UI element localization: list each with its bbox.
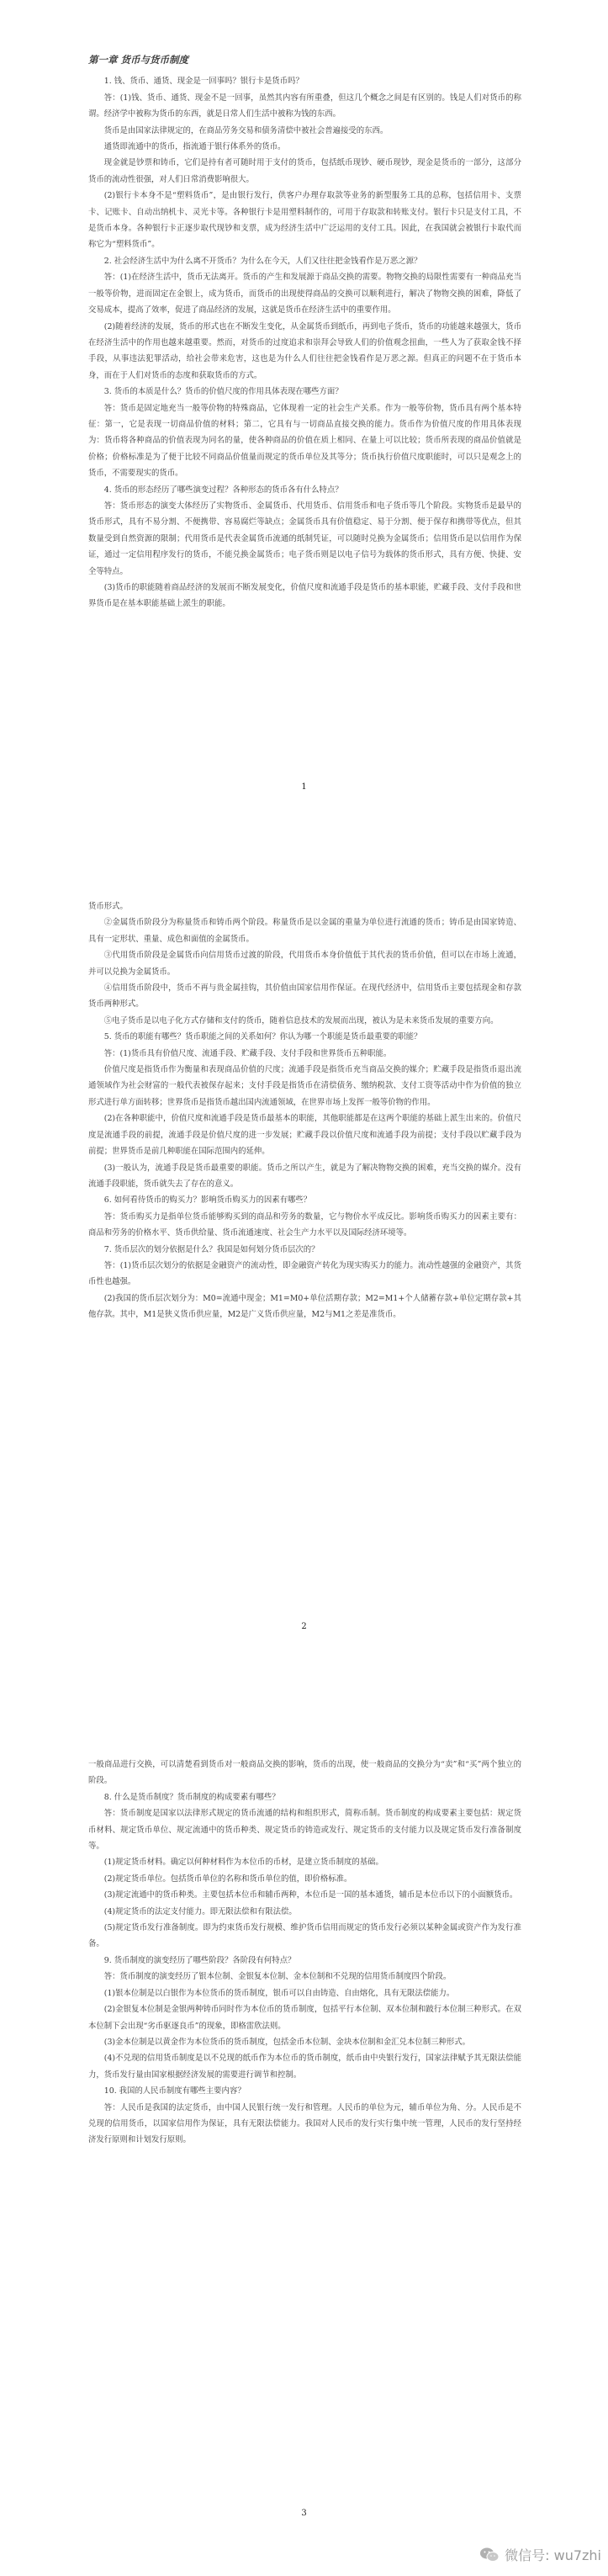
- paragraph: 8. 什么是货币制度？货币制度的构成要素有哪些？: [103, 1792, 280, 1802]
- paragraph: (4)规定货币的法定支付能力。即无限法偿和有限法偿。: [103, 1906, 297, 1916]
- paragraph: 2. 社会经济生活中为什么离不开货币？为什么在今天，人们又往往把金钱看作是万恶之源？: [103, 256, 422, 266]
- paragraph: (1)规定货币材料。确定以何种材料作为本位币的币材，是建立货币制度的基础。: [103, 1858, 383, 1868]
- paragraph: 通货即流通中的货币，指流通于银行体系外的货币。: [103, 142, 286, 152]
- watermark: [479, 2545, 601, 2564]
- paragraph: 答：货币制度是国家以法律形式规定的货币流通的结构和组织形式，简称币制。货币制度的构成要素主要包括：规定货币材料、规定货币单位、规定流通中的货币种类、规定货币的铸造或发行、规定货币的支付能力以及规定货币发行准备制度等。: [88, 1809, 521, 1852]
- paragraph: (5)规定货币发行准备制度。即为约束货币发行规模、维护货币信用而规定的货币发行必须以某种金属或资产作为发行准备。: [88, 1923, 521, 1949]
- page-number: 1: [301, 782, 307, 792]
- paragraph: ⑤电子货币是以电子化方式存储和支付的货币，随着信息技术的发展而出现，被认为是未来货币发展的重要方向。: [103, 1015, 499, 1026]
- paragraph: 答：货币是固定地充当一般等价物的特殊商品，它体现着一定的社会生产关系。作为一般等价物，货币具有两个基本特征：第一，它是表现一切商品价值的材料；第二，它具有与一切商品直接交换的能力。货币作为价值尺度的作用具体表现为：货币将各种商品的价值表现为同名的量，使各种商品的价值在质上相同、在量上可以比较；货币所表现的商品价值就是价格；价格标准是为了便于比较不同商品价值量而规定的货币单位及其等分；货币执行价值尺度职能时，可以只是观念上的货币，不需要现实的货币。: [88, 403, 521, 479]
- document-page-3: [0, 1716, 608, 2576]
- paragraph: (4)不兑现的信用货币制度是以不兑现的纸币作为本位币的货币制度，纸币由中央银行发行，国家法律赋予其无限法偿能力，货币发行量由国家根据经济发展的需要进行调节和控制。: [88, 2054, 521, 2080]
- paragraph: 答：货币形态的演变大体经历了实物货币、金属货币、代用货币、信用货币和电子货币等几个阶段。实物货币是最早的货币形式，具有不易分割、不便携带、容易腐烂等缺点；金属货币具有价值稳定、易于分割、便于保存和携带等优点，但其数量受到自然资源的限制；代用货币是代表金属货币流通的纸制凭证，可以随时兑换为金属货币；信用货币是以信用作为保证，通过一定信用程序发行的货币，不能兑换金属货币；电子货币则是以电子信号为载体的货币形式，具有方便、快捷、安全等特点。: [88, 501, 521, 576]
- page-number: 3: [301, 2509, 307, 2518]
- paragraph: (2)我国的货币层次划分为：M0=流通中现金；M1=M0+单位活期存款；M2=M1+个人储蓄存款+单位定期存款+其他存款。其中，M1是狭义货币供应量，M2是广义货币供应量，M2与M1之差是准货币。: [88, 1293, 521, 1320]
- chapter-title: 第一章 货币与货币制度: [88, 54, 189, 66]
- document-page-2: [0, 858, 608, 1716]
- document-page-1: [0, 0, 608, 858]
- paragraph: 1. 钱、货币、通货、现金是一回事吗？银行卡是货币吗？: [103, 77, 304, 87]
- paragraph: 货币是由国家法律规定的，在商品劳务交易和债务清偿中被社会普遍接受的东西。: [103, 125, 389, 135]
- paragraph: (1)银本位制是以白银作为本位货币的货币制度，银币可以自由铸造、自由熔化，具有无限法偿能力。: [103, 1988, 455, 1998]
- paragraph: (2)规定货币单位。包括货币单位的名称和货币单位的值，即价格标准。: [103, 1874, 352, 1884]
- paragraph: (2)银行卡本身不是“塑料货币”，是由银行发行，供客户办理存取款等业务的新型服务工具的总称，包括信用卡、支票卡、记账卡、自动出纳机卡、灵光卡等。各种银行卡是用塑料制作的，可用于存取款和转账支付。银行卡只是支付工具，不是货币本身。各种银行卡正逐步取代现钞和支票，成为经济生活中广泛运用的支付工具。因此，在我国就会被银行卡取代而称它为“塑料货币”。: [88, 191, 521, 250]
- paragraph: (3)货币的职能随着商品经济的发展而不断发展变化，价值尺度和流通手段是货币的基本职能，贮藏手段、支付手段和世界货币是在基本职能基础上派生的职能。: [88, 583, 521, 609]
- watermark-text: 微信号: wu7zhi: [505, 2547, 601, 2563]
- paragraph: 答：(1)货币具有价值尺度、流通手段、贮藏手段、支付手段和世界货币五种职能。: [103, 1048, 392, 1058]
- paragraph: 答：货币制度的演变经历了银本位制、金银复本位制、金本位制和不兑现的信用货币制度四个阶段。: [103, 1972, 452, 1982]
- paragraph: ④信用货币阶段中，货币不再与贵金属挂钩，其价值由国家信用作保证。在现代经济中，信用货币主要包括现金和存款货币两种形式。: [88, 983, 521, 1010]
- paragraph: 货币形式。: [88, 902, 128, 911]
- paragraph: 答：(1)在经济生活中，货币无法离开。货币的产生和发展源于商品交换的需要。物物交换的局限性需要有一种商品充当一般等价物，进而固定在金银上，成为货币，而货币的出现使得商品的交换可以顺利进行，解决了物物交换的困难，降低了交易成本，提高了效率，促进了商品经济的发展，这就是货币在经济生活中的重要作用。: [88, 273, 521, 315]
- paragraph: (2)金银复本位制是金银两种铸币同时作为本位币的货币制度，包括平行本位制、双本位制和跛行本位制三种形式。在双本位制下会出现“劣币驱逐良币”的现象，即格雷欣法则。: [88, 2005, 521, 2031]
- page-3-content: [88, 1757, 521, 2149]
- paragraph: 答：货币购买力是指单位货币能够购买到的商品和劳务的数量，它与物价水平成反比。影响货币购买力的因素主要有：商品和劳务的价格水平、货币供给量、货币流通速度、社会生产力水平以及国际经济环境等。: [88, 1211, 521, 1238]
- paragraph: 6. 如何看待货币的购买力？影响货币购买力的因素有哪些？: [103, 1195, 312, 1206]
- paragraph: (2)随着经济的发展，货币的形式也在不断发生变化，从金属货币到纸币，再到电子货币，货币的功能越来越强大，货币在经济生活中的作用也越来越重要。然而，对货币的过度追求和崇拜会导致人们的价值观念扭曲，一些人为了获取金钱不择手段，从事违法犯罪活动，给社会带来危害，这也是为什么人们往往把金钱看作是万恶之源。但真正的问题不在于货币本身，而在于人们对货币的态度和获取货币的方式。: [88, 321, 521, 380]
- paragraph: 现金就是钞票和铸币，它们是持有者可随时用于支付的货币，包括纸币现钞、硬币现钞，现金是货币的一部分，这部分货币的流动性很强，对人们日常消费影响很大。: [88, 158, 521, 184]
- paragraph: (3)一般认为，流通手段是货币最重要的职能。货币之所以产生，就是为了解决物物交换的困难，充当交换的媒介。没有流通手段职能，货币就失去了存在的意义。: [88, 1163, 521, 1189]
- paragraph: (3)金本位制是以黄金作为本位货币的货币制度，包括金币本位制、金块本位制和金汇兑本位制三种形式。: [103, 2037, 470, 2047]
- paragraph: 3. 货币的本质是什么？货币的价值尺度的作用具体表现在哪些方面？: [103, 387, 343, 397]
- paragraph: 答：(1)货币层次划分的依据是金融资产的流动性，即金融资产转化为现实购买力的能力。流动性越强的金融资产，其货币性也越强。: [88, 1260, 521, 1287]
- paragraph: 答：人民币是我国的法定货币，由中国人民银行统一发行和管理。人民币的单位为元，辅币单位为角、分。人民币是不兑现的信用货币，以国家信用作为保证，具有无限法偿能力。我国对人民币的发行实行集中统一管理，人民币的发行坚持经济发行原则和计划发行原则。: [88, 2102, 521, 2145]
- page-1-content: [88, 52, 521, 612]
- paragraph: ③代用货币阶段是金属货币向信用货币过渡的阶段，代用货币本身价值低于其代表的货币价值，但可以在市场上流通，并可以兑换为金属货币。: [88, 951, 521, 977]
- paragraph: 一般商品进行交换，可以清楚看到货币对一般商品交换的影响，货币的出现，使一般商品的交换分为“卖”和“买”两个独立的阶段。: [88, 1760, 521, 1786]
- paragraph: ②金属货币阶段分为称量货币和铸币两个阶段。称量货币是以金属的重量为单位进行流通的货币；铸币是由国家铸造、具有一定形状、重量、成色和面值的金属货币。: [88, 918, 521, 944]
- paragraph: 5. 货币的职能有哪些？货币职能之间的关系如何？你认为哪一个职能是货币最重要的职能？: [103, 1032, 422, 1042]
- page-2-content: [88, 898, 521, 1323]
- wechat-icon: [479, 2547, 500, 2563]
- paragraph: (3)规定流通中的货币种类。主要包括本位币和辅币两种，本位币是一国的基本通货，辅币是本位币以下的小面额货币。: [103, 1890, 518, 1900]
- paragraph: (2)在各种职能中，价值尺度和流通手段是货币最基本的职能，其他职能都是在这两个职能的基础上派生出来的。价值尺度是流通手段的前提，流通手段是价值尺度的进一步发展；贮藏手段以价值尺度和流通手段为前提；支付手段以贮藏手段为前提；世界货币是前几种职能在国际范围内的延伸。: [88, 1114, 521, 1157]
- paragraph: 7. 货币层次的划分依据是什么？我国是如何划分货币层次的？: [103, 1244, 320, 1254]
- paragraph: 价值尺度是指货币作为衡量和表现商品价值的尺度；流通手段是指货币充当商品交换的媒介；贮藏手段是指货币退出流通领域作为社会财富的一般代表被保存起来；支付手段是指货币在清偿债务、缴纳税款、支付工资等活动中作为价值的独立形式进行单方面转移；世界货币是指货币越出国内流通领域，在世界市场上发挥一般等价物的作用。: [88, 1065, 521, 1107]
- page-number: 2: [301, 1622, 307, 1631]
- paragraph: 答：(1)钱、货币、通货、现金不是一回事，虽然其内容有所重叠，但这几个概念之间是有区别的。钱是人们对货币的称谓。经济学中被称为货币的东西，就是日常人们生活中被称为钱的东西。: [88, 93, 521, 119]
- paragraph: 9. 货币制度的演变经历了哪些阶段？各阶段有何特点？: [103, 1955, 296, 1965]
- paragraph: 4. 货币的形态经历了哪些演变过程？各种形态的货币各有什么特点？: [103, 485, 343, 495]
- paragraph: 10. 我国的人民币制度有哪些主要内容？: [103, 2086, 246, 2096]
